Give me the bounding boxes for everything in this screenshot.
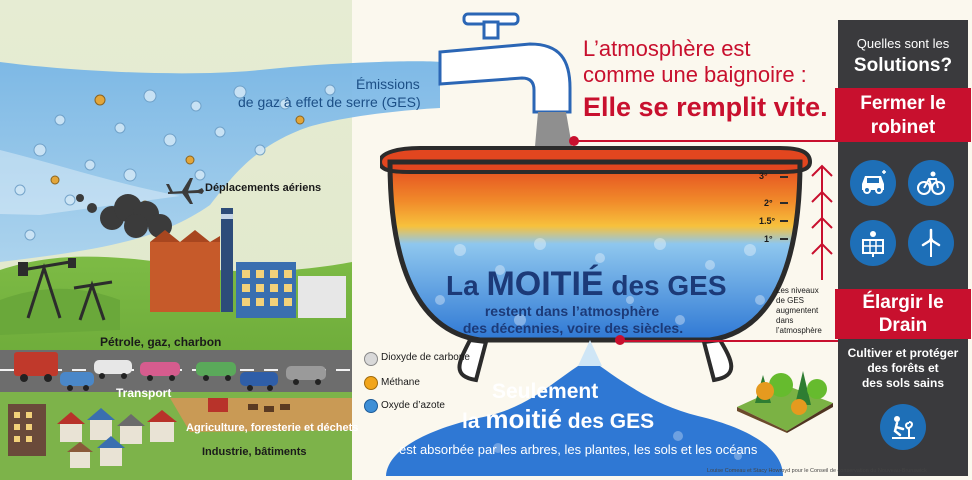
forest-solution-line2: des forêts et [867,361,939,375]
headline-line3: Elle se remplit vite. [583,92,828,122]
rising-note-line1: Les niveaux [776,286,819,295]
solutions-question-line2: Solutions? [853,55,953,76]
emissions-label-line1: Émissions [356,76,420,92]
legend-methane-label: Méthane [381,377,420,388]
bicycle-icon [908,160,954,206]
credit-text: Louise Comeau et Stacy Howroyd pour le Conseil de conservation du Nouveau-Brunswick [707,468,927,474]
tub-title-big: MOITIÉ [486,265,604,303]
tub-title-post: des GES [611,270,727,301]
headline-line2: comme une baignoire : [583,62,807,87]
puddle-line2-pre: la [462,410,480,433]
level-1: 1° [764,234,773,244]
headline-line1: L’atmosphère est [583,36,751,61]
emissions-label-line2: de gaz à effet de serre (GES) [238,94,421,110]
solutions-question-line1: Quelles sont les [856,36,950,51]
fossil-fuels-label: Pétrole, gaz, charbon [100,335,222,349]
rising-note-line4: dans [776,316,794,325]
puddle-line2-post: des GES [567,410,655,433]
legend-co2-label: Dioxyde de carbone [381,352,470,363]
air-travel-label: Déplacements aériens [205,182,322,194]
tap-solution-banner [835,88,971,142]
tub-subtitle-line1: restent dans l’atmosphère [484,303,660,319]
tub-title [446,266,727,304]
tap-solution-line1: Fermer le [860,93,946,114]
forest-solution-text [838,346,968,391]
drain-solution-line1: Élargir le [862,292,944,313]
agriculture-label: Agriculture, foresterie et déchets [186,422,359,434]
rising-note-line5: l’atmosphère [776,326,822,335]
transport-label: Transport [116,386,172,400]
legend-methane-swatch [364,376,378,390]
rising-note-line2: de GES [776,296,805,305]
tub-title-pre: La [446,270,479,301]
electric-car-icon [850,160,896,206]
puddle-line2-big: moitié [485,404,562,434]
puddle-line1: Seulement [492,380,599,403]
rising-note-line3: augmentent [776,306,819,315]
tap-solution-line2: robinet [870,117,936,138]
drain-solution-banner [835,289,971,339]
legend-co2-swatch [364,352,378,366]
puddle-line2 [462,404,654,435]
legend-n2o-swatch [364,399,378,413]
tub-subtitle-line2: des décennies, voire des siècles. [462,320,684,336]
forest-solution-line1: Cultiver et protéger [847,346,959,360]
level-2: 2° [764,198,773,208]
forest-illustration [735,345,835,433]
planting-icon [880,404,926,450]
forest-solution-line3: des sols sains [861,376,945,390]
legend-n2o-label: Oxyde d’azote [381,400,445,411]
level-1-5: 1.5° [759,216,776,226]
rising-note [776,286,822,336]
wind-turbine-icon [908,220,954,266]
industry-label: Industrie, bâtiments [202,446,307,458]
level-3: 3° [759,171,768,181]
drain-solution-line2: Drain [878,315,928,336]
solar-panel-icon [850,220,896,266]
puddle-line3: est absorbée par les arbres, les plantes, les sols et les océans [399,442,758,457]
